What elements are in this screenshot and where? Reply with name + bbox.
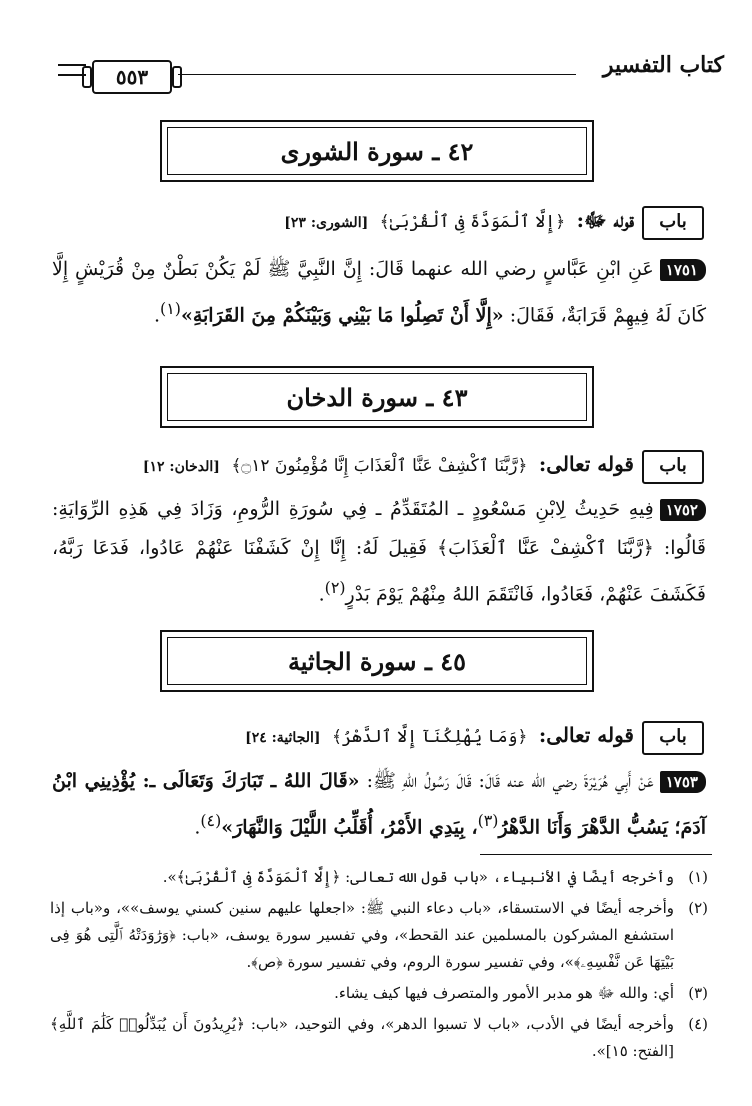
header-ornament-lines <box>58 64 86 76</box>
bab-verse: ﴿وَمَا يُهْلِكُنَآ إِلَّا ٱلدَّهْرُ﴾ <box>331 727 528 747</box>
surah-title-box <box>160 630 594 692</box>
bab-qawl: قوله تعالى: <box>538 723 634 747</box>
page-number: ٥٥٣ <box>92 60 172 94</box>
footnotes <box>50 864 708 1065</box>
hadith-end: . <box>318 583 325 606</box>
hadith-bold-text-2: ، بِيَدِي الأَمْرُ، أُقَلِّبُ اللَّيْلَ وَالنَّهَارَ» <box>221 816 478 839</box>
bab-verse: ﴿إِلَّا ٱلْمَوَدَّةَ فِى ٱلْقُرْبَىٰ﴾ <box>379 212 566 232</box>
footnote <box>50 980 708 1007</box>
surah-title: ٤٢ ـ سورة الشورى <box>280 136 474 166</box>
footnote-number: (٣) <box>688 984 708 1002</box>
surah-title-box <box>160 366 594 428</box>
footnote-separator <box>480 854 712 855</box>
hadith-number: ١٧٥٢ <box>660 499 706 521</box>
hadith-number: ١٧٥٣ <box>660 771 706 793</box>
bab-heading <box>60 718 704 752</box>
hadith-text: عَنِ ابْنِ عَبَّاسٍ رضي الله عنهما قَالَ: إِنَّ النَّبِيَّ ﷺ لَمْ يَكُنْ بَطْنٌ مِنْ قُرَيْشٍ إِلَّا كَانَ لَهُ فِيهِمْ قَرَابَةٌ، فَقَالَ: <box>52 258 706 327</box>
footnote-number: (١) <box>688 868 708 886</box>
bab-heading <box>60 203 704 237</box>
hadith-text: عَنْ أَبِي هُرَيْرَةَ رضي الله عنه قَالَ: قَالَ رَسُولُ اللهِ ﷺ: <box>366 770 654 792</box>
footnote <box>50 1011 708 1065</box>
bab-reference: [الدخان: ١٢] <box>142 459 220 475</box>
bab-qawl: قوله ﷻ: <box>576 208 634 232</box>
hadith-block <box>52 762 706 847</box>
footnote-text: أي: والله ﷻ هو مدبر الأمور والمتصرف فيها كيف يشاء. <box>334 984 674 1002</box>
footnote-text: وأخرجه أيضًا في الأنبياء، «باب قول الله تعالى: ﴿إِلَّا ٱلْمَوَدَّةَ فِى ٱلْقُرْبَىٰ﴾». <box>162 868 674 886</box>
footnote <box>50 895 708 976</box>
hadith-bold-text: «قَالَ اللهُ ـ تَبَارَكَ وَتَعَالَى ـ: يُؤْذِينِي ابْنُ آدَمَ؛ يَسُبُّ الدَّهْرَ وَأَنَا الدَّهْرُ <box>52 770 706 839</box>
bab-badge: باب <box>642 721 704 755</box>
bab-verse: ﴿رَّبَّنَا ٱكْشِفْ عَنَّا ٱلْعَذَابَ إِنَّا مُؤْمِنُونَ ۝١٢﴾ <box>231 456 528 476</box>
footnote-number: (٢) <box>688 899 708 917</box>
footnote-ref: (٢) <box>324 578 346 597</box>
surah-title-box <box>160 120 594 182</box>
hadith-block <box>52 250 706 335</box>
surah-title: ٤٣ ـ سورة الدخان <box>286 382 468 412</box>
header-rule <box>178 74 576 75</box>
hadith-end: . <box>154 304 161 327</box>
bab-badge: باب <box>642 206 704 240</box>
book-title: كتاب التفسير <box>602 52 724 78</box>
bab-reference: [الشورى: ٢٣] <box>284 215 369 231</box>
bab-reference: [الجاثية: ٢٤] <box>245 730 321 746</box>
footnote-text: وأخرجه أيضًا في الاستسقاء، «باب دعاء النبي ﷺ: «اجعلها عليهم سنين كسني يوسف»»، و«باب إذا استشفع المشركون بالمسلمين عند القحط»، وفي تفسير سورة يوسف، «باب: ﴿وَرَٰوَدَتْهُ ٱلَّتِى هُوَ فِى بَيْتِهَا عَن نَّفْسِهِۦ﴾»، وفي تفسير سورة الروم، وفي تفسير سورة ﴿ص﴾. <box>50 899 674 971</box>
footnote-number: (٤) <box>688 1015 708 1033</box>
bab-heading <box>60 447 704 481</box>
footnote <box>50 864 708 891</box>
bab-badge: باب <box>642 450 704 484</box>
hadith-bold-text: «إِلَّا أَنْ تَصِلُوا مَا بَيْنِي وَبَيْنَكُمْ مِنَ القَرَابَةِ» <box>180 304 504 327</box>
hadith-number: ١٧٥١ <box>660 259 706 281</box>
hadith-text: فِيهِ حَدِيثُ لِابْنِ مَسْعُودٍ ـ المُتَقَدِّمُ ـ فِي سُورَةِ الرُّومِ، وَزَادَ فِي هَذِهِ الرِّوَايَةِ: قَالُوا: ﴿رَّبَّنَا ٱكْشِفْ عَنَّا ٱلْعَذَابَ﴾ فَقِيلَ لَهُ: إِنَّا إِنْ كَشَفْنَا عَنْهُمْ عَادُوا، فَدَعَا رَبَّهُ، فَكَشَفَ عَنْهُمْ، فَعَادُوا، فَانْتَقَمَ اللهُ مِنْهُمْ يَوْمَ بَدْرٍ <box>52 498 706 606</box>
footnote-ref: (٣) <box>477 811 499 830</box>
footnote-ref: (١) <box>160 299 181 318</box>
bab-qawl: قوله تعالى: <box>538 452 634 476</box>
footnote-text: وأخرجه أيضًا في الأدب، «باب لا تسبوا الدهر»، وفي التوحيد، «باب: ﴿يُرِيدُونَ أَن يُبَدِّلُوا۟ كَلَٰمَ ٱللَّهِ﴾ [الفتح: ١٥]». <box>50 1015 674 1060</box>
surah-title: ٤٥ ـ سورة الجاثية <box>287 646 467 676</box>
page-header <box>58 50 724 88</box>
hadith-end: . <box>194 816 201 839</box>
footnote-ref: (٤) <box>200 811 222 830</box>
hadith-block <box>52 490 706 614</box>
